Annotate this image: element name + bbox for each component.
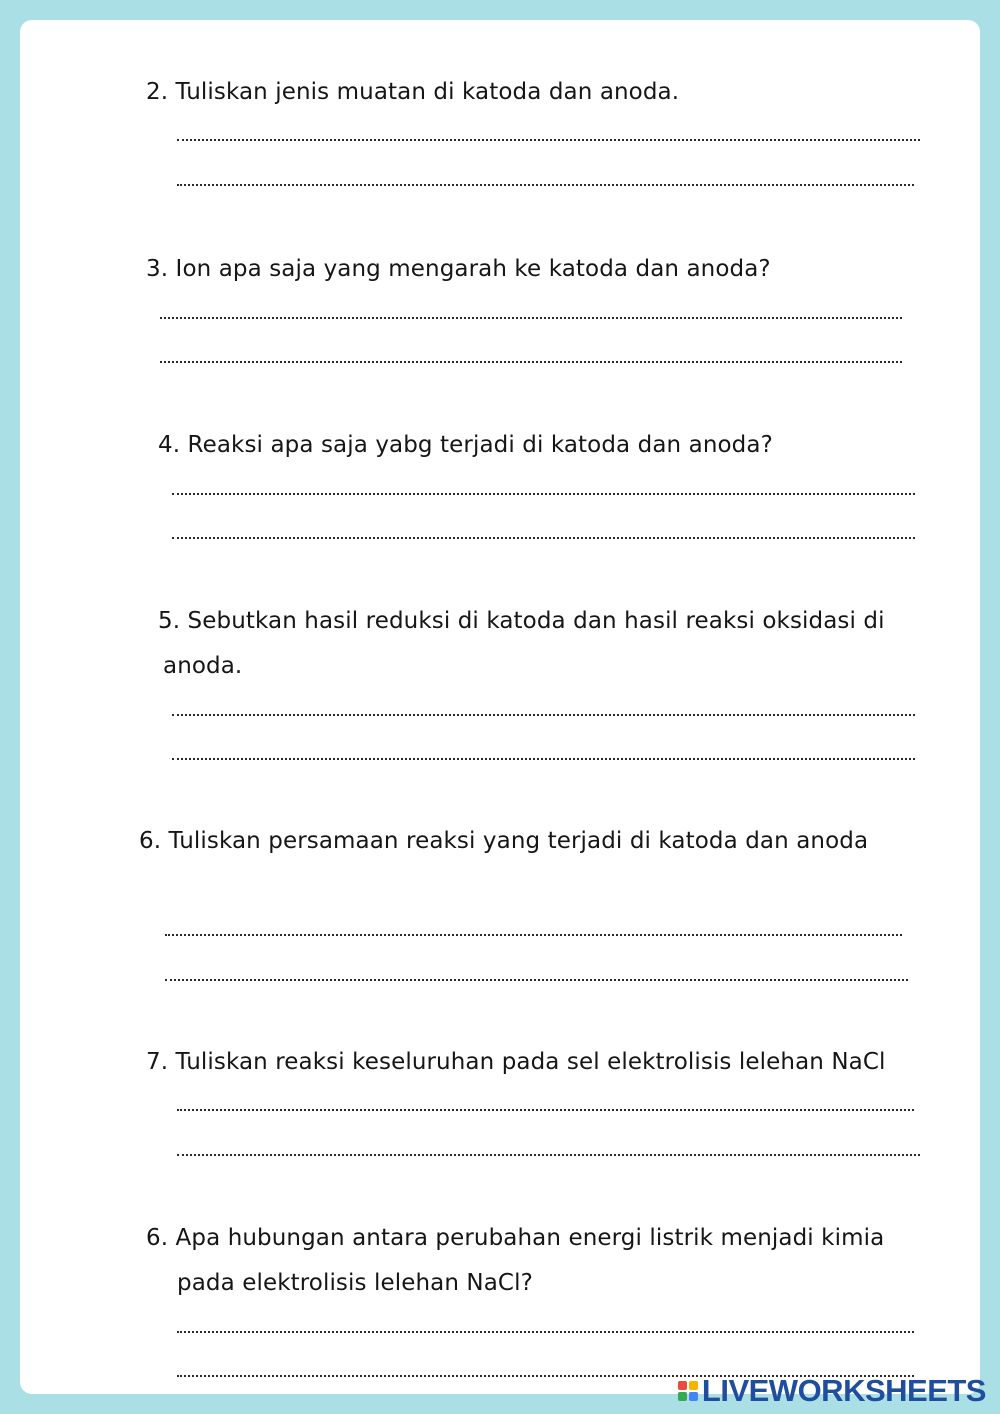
answer-line-3a[interactable] xyxy=(160,317,902,319)
question-4: 4. Reaksi apa saja yabg terjadi di katoda dan anoda? xyxy=(158,432,773,458)
liveworksheets-logo[interactable] xyxy=(678,1375,986,1406)
question-7: 7. Tuliskan reaksi keseluruhan pada sel elektrolisis lelehan NaCl xyxy=(146,1049,886,1075)
logo-text: LIVEWORKSHEETS xyxy=(701,1373,986,1408)
answer-line-6a[interactable] xyxy=(165,934,902,936)
question-8-line-1: 6. Apa hubungan antara perubahan energi listrik menjadi kimia xyxy=(146,1225,885,1251)
logo-square-1 xyxy=(678,1381,687,1390)
question-2: 2. Tuliskan jenis muatan di katoda dan anoda. xyxy=(146,79,680,105)
answer-line-5b[interactable] xyxy=(172,758,915,760)
logo-mark-icon xyxy=(678,1381,698,1401)
answer-line-2b[interactable] xyxy=(177,184,914,186)
question-3: 3. Ion apa saja yang mengarah ke katoda dan anoda? xyxy=(146,256,771,282)
answer-line-3b[interactable] xyxy=(160,361,902,363)
question-8-line-2: pada elektrolisis lelehan NaCl? xyxy=(177,1270,533,1296)
answer-line-8a[interactable] xyxy=(177,1331,914,1333)
answer-line-7b[interactable] xyxy=(177,1154,920,1156)
answer-line-4b[interactable] xyxy=(172,537,915,539)
answer-line-6b[interactable] xyxy=(165,979,908,981)
answer-line-2a[interactable] xyxy=(177,139,920,141)
answer-line-5a[interactable] xyxy=(172,714,915,716)
worksheet-page xyxy=(20,20,980,1394)
answer-line-7a[interactable] xyxy=(177,1109,914,1111)
answer-line-4a[interactable] xyxy=(172,493,915,495)
logo-square-3 xyxy=(678,1392,687,1401)
logo-square-4 xyxy=(689,1392,698,1401)
question-5-line-1: 5. Sebutkan hasil reduksi di katoda dan hasil reaksi oksidasi di xyxy=(158,608,885,634)
question-5-line-2: anoda. xyxy=(163,653,243,679)
logo-square-2 xyxy=(689,1381,698,1390)
question-6: 6. Tuliskan persamaan reaksi yang terjadi di katoda dan anoda xyxy=(139,828,869,854)
